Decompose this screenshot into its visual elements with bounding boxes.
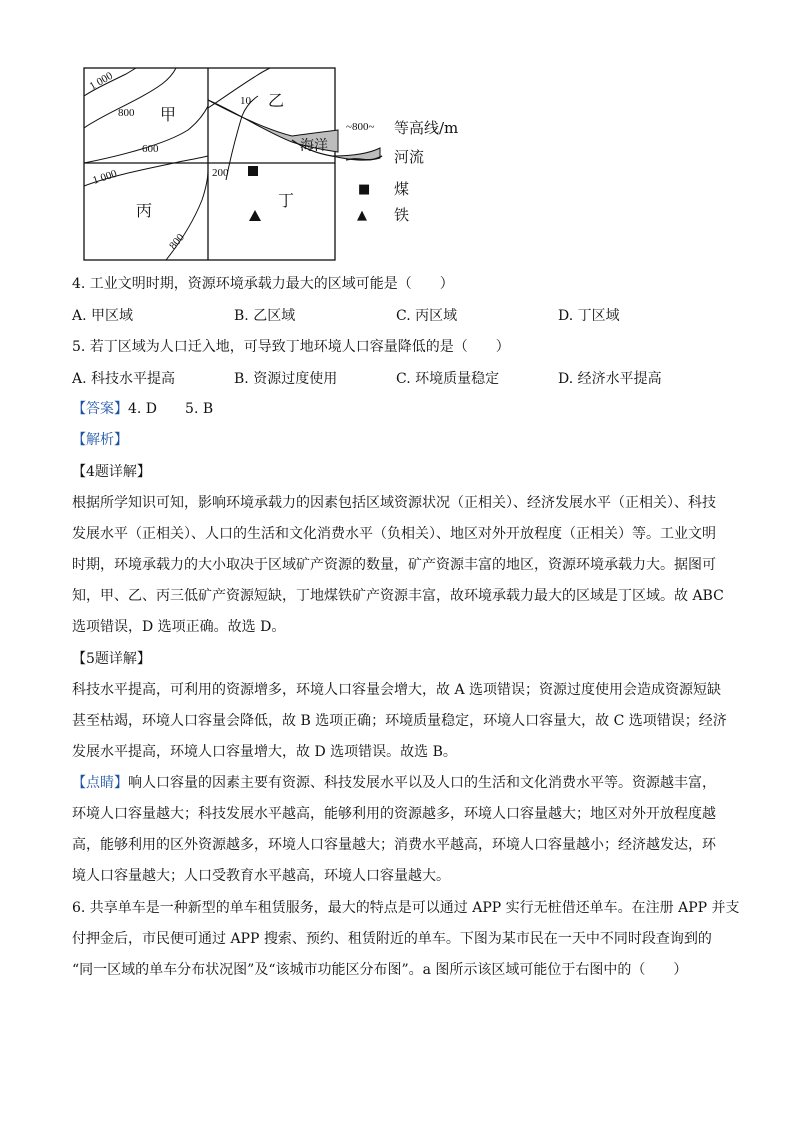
question-4-stem: 4. 工业文明时期，资源环境承载力最大的区域可能是（ ）	[72, 276, 454, 292]
legend-contour-symbol: ~800~	[346, 121, 375, 133]
coal-marker	[248, 166, 258, 176]
question-5-option-a[interactable]: A. 科技水平提高	[72, 371, 176, 387]
contour-label: 800	[167, 231, 187, 252]
legend-river-label: 河流	[394, 148, 425, 166]
tips-line: 境人口容量越大；人口受教育水平越高，环境人口容量越大。	[72, 868, 450, 884]
q5-detail-line: 科技水平提高，可利用的资源增多，环境人口容量会增大，故 A 选项错误；资源过度使用会造成资源短缺	[72, 682, 722, 698]
tips-tag: 【点睛】	[72, 775, 128, 791]
question-6-line: 付押金后，市民便可通过 APP 搜索、预约、租赁附近的单车。下图为某市民在一天中不同时段查询到的	[72, 931, 712, 947]
map-frame	[84, 68, 335, 260]
region-label-bing: 丙	[136, 201, 153, 220]
iron-marker	[249, 210, 261, 221]
question-5-stem: 5. 若丁区域为人口迁入地，可导致丁地环境人口容量降低的是（ ）	[72, 339, 510, 355]
q5-detail-line: 发展水平提高，环境人口容量增大，故 D 选项错误。故选 B。	[72, 744, 457, 760]
q4-detail-line: 根据所学知识可知，影响环境承载力的因素包括区域资源状况（正相关）、经济发展水平（正相关）、科技	[72, 495, 716, 511]
contour-label: 10	[240, 95, 251, 107]
answer-text: 4. D 5. B	[128, 401, 214, 417]
legend-coal-symbol: ■	[358, 182, 371, 197]
tips-line: 高，能够利用的区外资源越多，环境人口容量越大；消费水平越高，环境人口容量越小；经济越发达，环	[72, 837, 716, 853]
legend-iron-symbol: ▲	[357, 208, 367, 223]
region-label-ding: 丁	[278, 191, 295, 210]
question-4-option-b[interactable]: B. 乙区域	[234, 308, 296, 324]
q4-detail-line: 时期，环境承载力的大小取决于区域矿产资源的数量，矿产资源丰富的地区，资源环境承载力大。据图可	[72, 557, 716, 573]
contour-label: 1 000	[91, 167, 119, 187]
question-5-option-d[interactable]: D. 经济水平提高	[558, 371, 662, 387]
ocean-label: 海洋	[300, 138, 328, 154]
question-5-option-c[interactable]: C. 环境质量稳定	[396, 371, 500, 387]
contour-map	[70, 60, 490, 265]
analysis-tag: 【解析】	[72, 432, 128, 448]
tips-text: 响人口容量的因素主要有资源、科技发展水平以及人口的生活和文化消费水平等。资源越丰富，	[128, 775, 716, 791]
contour-label: 800	[118, 107, 135, 119]
question-4-option-a[interactable]: A. 甲区域	[72, 308, 134, 324]
region-label-jia: 甲	[160, 105, 177, 124]
legend-coal-label: 煤	[394, 180, 410, 198]
q5-detail-line: 甚至枯竭，环境人口容量会降低，故 B 选项正确；环境质量稳定，环境人口容量大，故 C 选项错误；经济	[72, 713, 727, 729]
question-4-option-d[interactable]: D. 丁区域	[558, 308, 620, 324]
answer-tag: 【答案】	[72, 401, 128, 417]
q5-detail-tag: 【5题详解】	[72, 651, 151, 667]
q4-detail-line: 发展水平（正相关）、人口的生活和文化消费水平（负相关）、地区对外开放程度（正相关）等。工业文明	[72, 526, 716, 542]
q4-detail-line: 选项错误，D 选项正确。故选 D。	[72, 619, 286, 635]
legend-contour-label: 等高线/m	[394, 119, 459, 137]
contour-label: 600	[142, 143, 159, 155]
contour-label: 200	[212, 167, 229, 179]
contour-map-figure	[70, 60, 490, 265]
question-6-line: 6. 共享单车是一种新型的单车租赁服务，最大的特点是可以通过 APP 实行无桩借还单车。在注册 APP 并支	[72, 900, 740, 916]
contour-line-10	[208, 68, 270, 108]
question-6-line: “同一区域的单车分布状况图”及“该城市功能区分布图”。a 图所示该区域可能位于右图中的（ ）	[72, 962, 688, 978]
question-4-option-c[interactable]: C. 丙区域	[396, 308, 458, 324]
answer-line	[72, 399, 213, 419]
question-5-option-b[interactable]: B. 资源过度使用	[234, 371, 338, 387]
region-label-yi: 乙	[268, 91, 285, 110]
contour-label: 1 000	[87, 69, 115, 93]
tips-line-1	[72, 773, 716, 793]
q4-detail-line: 知，甲、乙、丙三低矿产资源短缺，丁地煤铁矿产资源丰富，故环境承载力最大的区域是丁区域。故 ABC	[72, 588, 724, 604]
tips-line: 环境人口容量越大；科技发展水平越高，能够利用的资源越多，环境人口容量越大；地区对外开放程度越	[72, 806, 716, 822]
q4-detail-tag: 【4题详解】	[72, 464, 151, 480]
legend-iron-label: 铁	[394, 206, 410, 224]
